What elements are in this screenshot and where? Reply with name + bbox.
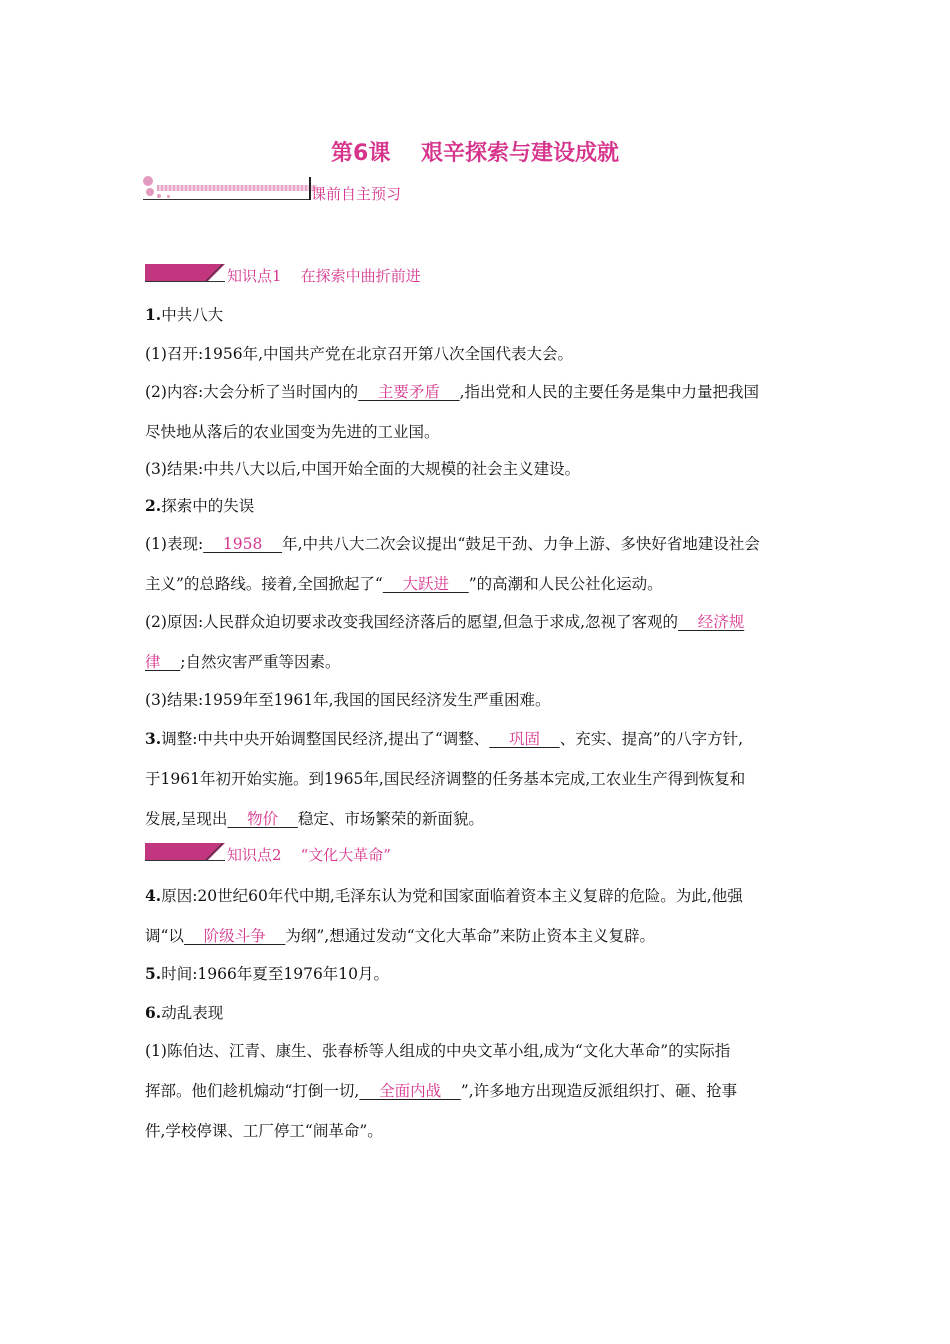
fill-in-answer: 物价 xyxy=(227,810,298,828)
decorative-dot xyxy=(143,176,153,186)
text: 调“以 xyxy=(145,927,184,945)
heading-text: 中共八大 xyxy=(161,306,224,324)
text: (1)表现: xyxy=(145,535,204,553)
text: 、充实、提高”的八字方针, xyxy=(559,730,744,748)
heading-text: 动乱表现 xyxy=(161,1004,224,1022)
paragraph: 尽快地从落后的农业国变为先进的工业国。 xyxy=(145,423,440,441)
preview-label: 课前自主预习 xyxy=(311,185,402,203)
divider xyxy=(143,199,309,200)
fill-in-answer: 经济规 xyxy=(678,613,745,631)
paragraph xyxy=(145,1079,737,1101)
paragraph xyxy=(145,884,743,906)
text: 稳定、市场繁荣的新面貌。 xyxy=(297,810,484,828)
decorative-dot xyxy=(146,188,154,196)
text: (2)内容:大会分析了当时国内的 xyxy=(145,383,359,401)
fill-in-answer: 巩固 xyxy=(489,730,560,748)
item-number: 4. xyxy=(145,886,162,905)
paragraph xyxy=(145,610,744,632)
text: 挥部。他们趁机煽动“打倒一切, xyxy=(145,1082,360,1100)
section-heading xyxy=(145,494,254,516)
text: ”的高潮和人民公社化运动。 xyxy=(468,575,663,593)
paragraph xyxy=(145,962,389,984)
paragraph: (1)召开:1956年,中国共产党在北京召开第八次全国代表大会。 xyxy=(145,345,574,363)
text: ,指出党和人民的主要任务是集中力量把我国 xyxy=(459,383,760,401)
text: 为纲”,想通过发动“文化大革命”来防止资本主义复辟。 xyxy=(285,927,656,945)
decorative-bar xyxy=(157,185,317,191)
paragraph: 件,学校停课、工厂停工“闹革命”。 xyxy=(145,1122,383,1140)
section-heading xyxy=(145,303,223,325)
paragraph xyxy=(145,572,663,594)
preview-section-banner xyxy=(143,174,443,206)
item-number: 5. xyxy=(145,964,162,983)
paragraph: 于1961年初开始实施。到1965年,国民经济调整的任务基本完成,工农业生产得到恢复和 xyxy=(145,770,746,788)
paragraph: (3)结果:中共八大以后,中国开始全面的大规模的社会主义建设。 xyxy=(145,460,581,478)
text: 时间:1966年夏至1976年10月。 xyxy=(161,965,390,983)
item-number: 6. xyxy=(145,1003,162,1022)
paragraph: (3)结果:1959年至1961年,我国的国民经济发生严重困难。 xyxy=(145,691,551,709)
knowledge-point-label: 知识点2 “文化大革命” xyxy=(227,846,391,864)
item-number: 3. xyxy=(145,729,162,748)
fill-in-answer: 1958 xyxy=(203,535,283,553)
text: 主义”的总路线。接着,全国掀起了“ xyxy=(145,575,383,593)
tab-marker-icon xyxy=(145,264,225,282)
paragraph xyxy=(145,650,340,672)
tab-marker-icon xyxy=(145,843,225,861)
decorative-dot xyxy=(157,194,161,198)
paragraph xyxy=(145,532,760,554)
fill-in-answer: 大跃进 xyxy=(382,575,469,593)
text: ;自然灾害严重等因素。 xyxy=(180,653,341,671)
fill-in-answer: 阶级斗争 xyxy=(183,927,286,945)
decorative-dot xyxy=(167,195,170,198)
text: 调整:中共中央开始调整国民经济,提出了“调整、 xyxy=(161,730,490,748)
text: (2)原因:人民群众迫切要求改变我国经济落后的愿望,但急于求成,忽视了客观的 xyxy=(145,613,679,631)
paragraph: (1)陈伯达、江青、康生、张春桥等人组成的中央文革小组,成为“文化大革命”的实际指 xyxy=(145,1042,731,1060)
paragraph xyxy=(145,807,484,829)
fill-in-answer: 律 xyxy=(145,653,181,671)
text: 发展,呈现出 xyxy=(145,810,228,828)
item-number: 1. xyxy=(145,305,162,324)
section-heading xyxy=(145,1001,223,1023)
knowledge-point-label: 知识点1 在探索中曲折前进 xyxy=(227,267,421,285)
paragraph xyxy=(145,924,655,946)
paragraph xyxy=(145,727,743,749)
text: 原因:20世纪60年代中期,毛泽东认为党和国家面临着资本主义复辟的危险。为此,他强 xyxy=(161,887,743,905)
lesson-title: 第6课 艰辛探索与建设成就 xyxy=(331,141,619,166)
text: ”,许多地方出现造反派组织打、砸、抢事 xyxy=(460,1082,738,1100)
text: 年,中共八大二次会议提出“鼓足干劲、力争上游、多快好省地建设社会 xyxy=(282,535,760,553)
item-number: 2. xyxy=(145,496,162,515)
heading-text: 探索中的失误 xyxy=(161,497,255,515)
fill-in-answer: 全面内战 xyxy=(359,1082,461,1100)
fill-in-answer: 主要矛盾 xyxy=(358,383,460,401)
paragraph xyxy=(145,380,759,402)
